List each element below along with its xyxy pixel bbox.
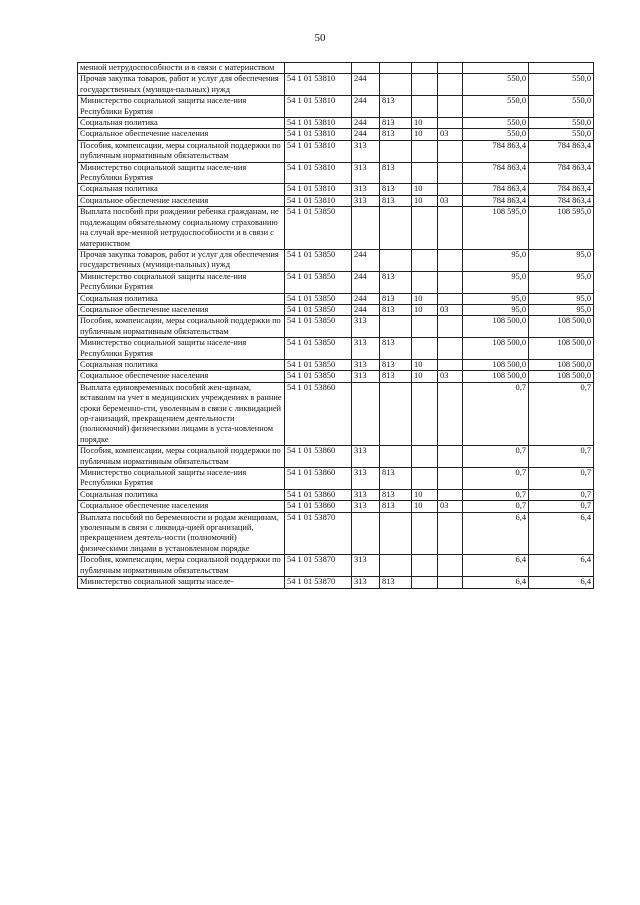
expense-type-code-cell: 313 (352, 501, 380, 512)
table-row (78, 140, 594, 162)
subsection-code-cell (438, 293, 463, 304)
target-article-code-cell: 54 1 01 53850 (285, 271, 352, 293)
page-number: 50 (314, 32, 326, 44)
budget-table (77, 62, 594, 589)
amount-year1-cell: 95,0 (463, 304, 529, 315)
ministry-code-cell: 813 (380, 371, 412, 382)
target-article-code-cell: 54 1 01 53850 (285, 359, 352, 370)
amount-year1-cell: 108 595,0 (463, 207, 529, 250)
amount-year1-cell: 95,0 (463, 271, 529, 293)
amount-year2-cell: 6,4 (529, 512, 594, 555)
table-row (78, 359, 594, 370)
expense-type-code-cell: 313 (352, 140, 380, 162)
target-article-code-cell: 54 1 01 53810 (285, 195, 352, 206)
section-code-cell (412, 577, 438, 588)
ministry-code-cell (380, 63, 412, 74)
row-name-cell: Министерство социальной защиты населе-ния Республики Бурятия (78, 162, 285, 184)
section-code-cell (412, 316, 438, 338)
section-code-cell (412, 140, 438, 162)
amount-year1-cell: 0,7 (463, 468, 529, 490)
amount-year2-cell: 108 595,0 (529, 207, 594, 250)
amount-year2-cell: 550,0 (529, 74, 594, 96)
row-name-cell: Прочая закупка товаров, работ и услуг для обеспечения государственных (муници-пальных) нужд (78, 74, 285, 96)
target-article-code-cell: 54 1 01 53870 (285, 512, 352, 555)
table-row (78, 371, 594, 382)
expense-type-code-cell: 313 (352, 489, 380, 500)
table-row (78, 577, 594, 588)
section-code-cell (412, 512, 438, 555)
target-article-code-cell: 54 1 01 53850 (285, 316, 352, 338)
target-article-code-cell: 54 1 01 53810 (285, 74, 352, 96)
amount-year2-cell: 6,4 (529, 577, 594, 588)
amount-year2-cell: 0,7 (529, 382, 594, 445)
amount-year2-cell: 0,7 (529, 446, 594, 468)
row-name-cell: Социальное обеспечение населения (78, 501, 285, 512)
subsection-code-cell (438, 74, 463, 96)
section-code-cell (412, 96, 438, 118)
amount-year1-cell: 784 863,4 (463, 140, 529, 162)
section-code-cell: 10 (412, 118, 438, 129)
amount-year1-cell: 784 863,4 (463, 195, 529, 206)
row-name-cell: Министерство социальной защиты населе-ния Республики Бурятия (78, 96, 285, 118)
section-code-cell (412, 555, 438, 577)
amount-year1-cell: 784 863,4 (463, 162, 529, 184)
table-row (78, 304, 594, 315)
target-article-code-cell: 54 1 01 53850 (285, 293, 352, 304)
table-row (78, 316, 594, 338)
amount-year1-cell: 0,7 (463, 501, 529, 512)
table-row (78, 74, 594, 96)
row-name-cell: Социальное обеспечение населения (78, 129, 285, 140)
table-row (78, 293, 594, 304)
ministry-code-cell (380, 74, 412, 96)
row-name-cell: Социальная политика (78, 293, 285, 304)
subsection-code-cell: 03 (438, 304, 463, 315)
table-row (78, 446, 594, 468)
expense-type-code-cell (352, 382, 380, 445)
subsection-code-cell: 03 (438, 371, 463, 382)
section-code-cell: 10 (412, 304, 438, 315)
ministry-code-cell (380, 555, 412, 577)
amount-year1-cell: 108 500,0 (463, 338, 529, 360)
target-article-code-cell: 54 1 01 53860 (285, 468, 352, 490)
expense-type-code-cell: 313 (352, 371, 380, 382)
row-name-cell: Министерство социальной защиты населе- (78, 577, 285, 588)
section-code-cell: 10 (412, 489, 438, 500)
ministry-code-cell: 813 (380, 501, 412, 512)
table-row (78, 162, 594, 184)
amount-year1-cell: 95,0 (463, 293, 529, 304)
amount-year2-cell: 6,4 (529, 555, 594, 577)
subsection-code-cell (438, 512, 463, 555)
subsection-code-cell (438, 577, 463, 588)
table-row (78, 512, 594, 555)
amount-year2-cell: 95,0 (529, 271, 594, 293)
section-code-cell: 10 (412, 293, 438, 304)
amount-year1-cell: 550,0 (463, 129, 529, 140)
table-row (78, 489, 594, 500)
target-article-code-cell (285, 63, 352, 74)
target-article-code-cell: 54 1 01 53810 (285, 129, 352, 140)
row-name-cell: менной нетрудоспособности и в связи с материнством (78, 63, 285, 74)
ministry-code-cell (380, 446, 412, 468)
amount-year1-cell: 0,7 (463, 446, 529, 468)
table-row (78, 63, 594, 74)
expense-type-code-cell: 244 (352, 129, 380, 140)
amount-year2-cell: 108 500,0 (529, 371, 594, 382)
section-code-cell: 10 (412, 359, 438, 370)
table-row (78, 195, 594, 206)
target-article-code-cell: 54 1 01 53850 (285, 371, 352, 382)
amount-year1-cell: 108 500,0 (463, 359, 529, 370)
row-name-cell: Социальная политика (78, 184, 285, 195)
amount-year2-cell (529, 63, 594, 74)
expense-type-code-cell: 313 (352, 162, 380, 184)
target-article-code-cell: 54 1 01 53810 (285, 118, 352, 129)
subsection-code-cell (438, 118, 463, 129)
subsection-code-cell (438, 555, 463, 577)
row-name-cell: Прочая закупка товаров, работ и услуг для обеспечения государственных (муници-пальных) нужд (78, 249, 285, 271)
expense-type-code-cell: 313 (352, 577, 380, 588)
amount-year1-cell: 0,7 (463, 489, 529, 500)
amount-year2-cell: 0,7 (529, 468, 594, 490)
subsection-code-cell (438, 489, 463, 500)
subsection-code-cell (438, 382, 463, 445)
amount-year2-cell: 0,7 (529, 489, 594, 500)
expense-type-code-cell: 244 (352, 118, 380, 129)
expense-type-code-cell (352, 207, 380, 250)
expense-type-code-cell: 313 (352, 195, 380, 206)
target-article-code-cell: 54 1 01 53850 (285, 249, 352, 271)
expense-type-code-cell: 244 (352, 304, 380, 315)
section-code-cell (412, 207, 438, 250)
row-name-cell: Социальное обеспечение населения (78, 195, 285, 206)
subsection-code-cell (438, 63, 463, 74)
section-code-cell (412, 74, 438, 96)
row-name-cell: Выплата пособий при рождении ребенка гражданам, не подлежащим обязательному социальному страхованию на случай вре-менной нетрудоспособности и в связи с материнством (78, 207, 285, 250)
subsection-code-cell (438, 184, 463, 195)
subsection-code-cell: 03 (438, 129, 463, 140)
table-row (78, 555, 594, 577)
ministry-code-cell (380, 316, 412, 338)
ministry-code-cell (380, 249, 412, 271)
table-row (78, 271, 594, 293)
expense-type-code-cell: 244 (352, 96, 380, 118)
subsection-code-cell (438, 338, 463, 360)
amount-year2-cell: 108 500,0 (529, 338, 594, 360)
ministry-code-cell: 813 (380, 184, 412, 195)
amount-year2-cell: 95,0 (529, 293, 594, 304)
row-name-cell: Пособия, компенсации, меры социальной поддержки по публичным нормативным обязательствам (78, 316, 285, 338)
ministry-code-cell: 813 (380, 577, 412, 588)
amount-year2-cell: 550,0 (529, 96, 594, 118)
amount-year1-cell (463, 63, 529, 74)
ministry-code-cell: 813 (380, 271, 412, 293)
amount-year1-cell: 6,4 (463, 577, 529, 588)
subsection-code-cell (438, 249, 463, 271)
subsection-code-cell: 03 (438, 195, 463, 206)
ministry-code-cell: 813 (380, 468, 412, 490)
expense-type-code-cell: 313 (352, 468, 380, 490)
ministry-code-cell: 813 (380, 359, 412, 370)
row-name-cell: Пособия, компенсации, меры социальной поддержки по публичным нормативным обязательствам (78, 446, 285, 468)
target-article-code-cell: 54 1 01 53850 (285, 207, 352, 250)
row-name-cell: Министерство социальной защиты населе-ния Республики Бурятия (78, 338, 285, 360)
row-name-cell: Пособия, компенсации, меры социальной поддержки по публичным нормативным обязательствам (78, 140, 285, 162)
expense-type-code-cell: 313 (352, 555, 380, 577)
ministry-code-cell (380, 512, 412, 555)
row-name-cell: Выплата пособий по беременности и родам женщинам, уволенным в связи с ликвида-цией организаций, прекращением деятель-ности (полномочий) физическими лицами в установленном порядке (78, 512, 285, 555)
expense-type-code-cell: 244 (352, 271, 380, 293)
amount-year1-cell: 95,0 (463, 249, 529, 271)
ministry-code-cell: 813 (380, 304, 412, 315)
table-row (78, 249, 594, 271)
section-code-cell: 10 (412, 195, 438, 206)
subsection-code-cell (438, 359, 463, 370)
amount-year1-cell: 784 863,4 (463, 184, 529, 195)
amount-year1-cell: 108 500,0 (463, 371, 529, 382)
expense-type-code-cell: 244 (352, 74, 380, 96)
subsection-code-cell (438, 140, 463, 162)
table-row (78, 468, 594, 490)
expense-type-code-cell (352, 63, 380, 74)
target-article-code-cell: 54 1 01 53810 (285, 140, 352, 162)
target-article-code-cell: 54 1 01 53810 (285, 96, 352, 118)
target-article-code-cell: 54 1 01 53850 (285, 338, 352, 360)
section-code-cell (412, 468, 438, 490)
amount-year2-cell: 784 863,4 (529, 140, 594, 162)
expense-type-code-cell: 313 (352, 359, 380, 370)
ministry-code-cell: 813 (380, 96, 412, 118)
section-code-cell (412, 446, 438, 468)
amount-year1-cell: 550,0 (463, 74, 529, 96)
amount-year1-cell: 0,7 (463, 382, 529, 445)
amount-year1-cell: 108 500,0 (463, 316, 529, 338)
ministry-code-cell: 813 (380, 195, 412, 206)
row-name-cell: Социальная политика (78, 118, 285, 129)
subsection-code-cell (438, 271, 463, 293)
amount-year1-cell: 550,0 (463, 118, 529, 129)
amount-year2-cell: 95,0 (529, 249, 594, 271)
ministry-code-cell: 813 (380, 489, 412, 500)
table-row (78, 501, 594, 512)
expense-type-code-cell: 244 (352, 293, 380, 304)
row-name-cell: Социальное обеспечение населения (78, 304, 285, 315)
expense-type-code-cell: 313 (352, 338, 380, 360)
subsection-code-cell: 03 (438, 501, 463, 512)
amount-year1-cell: 6,4 (463, 512, 529, 555)
target-article-code-cell: 54 1 01 53870 (285, 555, 352, 577)
ministry-code-cell (380, 207, 412, 250)
section-code-cell: 10 (412, 371, 438, 382)
table-row (78, 129, 594, 140)
target-article-code-cell: 54 1 01 53860 (285, 382, 352, 445)
target-article-code-cell: 54 1 01 53810 (285, 184, 352, 195)
subsection-code-cell (438, 446, 463, 468)
subsection-code-cell (438, 96, 463, 118)
expense-type-code-cell: 313 (352, 446, 380, 468)
table-row (78, 382, 594, 445)
ministry-code-cell: 813 (380, 129, 412, 140)
amount-year2-cell: 108 500,0 (529, 359, 594, 370)
target-article-code-cell: 54 1 01 53860 (285, 446, 352, 468)
target-article-code-cell: 54 1 01 53870 (285, 577, 352, 588)
row-name-cell: Пособия, компенсации, меры социальной поддержки по публичным нормативным обязательствам (78, 555, 285, 577)
amount-year1-cell: 550,0 (463, 96, 529, 118)
row-name-cell: Социальное обеспечение населения (78, 371, 285, 382)
table-row (78, 184, 594, 195)
target-article-code-cell: 54 1 01 53860 (285, 489, 352, 500)
target-article-code-cell: 54 1 01 53850 (285, 304, 352, 315)
ministry-code-cell (380, 140, 412, 162)
row-name-cell: Министерство социальной защиты населе-ния Республики Бурятия (78, 271, 285, 293)
row-name-cell: Социальная политика (78, 359, 285, 370)
amount-year2-cell: 0,7 (529, 501, 594, 512)
subsection-code-cell (438, 468, 463, 490)
ministry-code-cell: 813 (380, 338, 412, 360)
expense-type-code-cell (352, 512, 380, 555)
row-name-cell: Социальная политика (78, 489, 285, 500)
table-row (78, 96, 594, 118)
table-row (78, 338, 594, 360)
ministry-code-cell: 813 (380, 118, 412, 129)
amount-year2-cell: 784 863,4 (529, 184, 594, 195)
amount-year1-cell: 6,4 (463, 555, 529, 577)
section-code-cell (412, 162, 438, 184)
budget-table-body (78, 63, 594, 589)
section-code-cell: 10 (412, 501, 438, 512)
ministry-code-cell: 813 (380, 162, 412, 184)
amount-year2-cell: 108 500,0 (529, 316, 594, 338)
subsection-code-cell (438, 316, 463, 338)
row-name-cell: Министерство социальной защиты населе-ния Республики Бурятия (78, 468, 285, 490)
section-code-cell: 10 (412, 184, 438, 195)
subsection-code-cell (438, 207, 463, 250)
section-code-cell (412, 382, 438, 445)
section-code-cell (412, 271, 438, 293)
section-code-cell (412, 63, 438, 74)
expense-type-code-cell: 313 (352, 316, 380, 338)
subsection-code-cell (438, 162, 463, 184)
amount-year2-cell: 550,0 (529, 129, 594, 140)
amount-year2-cell: 95,0 (529, 304, 594, 315)
ministry-code-cell: 813 (380, 293, 412, 304)
amount-year2-cell: 550,0 (529, 118, 594, 129)
row-name-cell: Выплата единовременных пособий жен-щинам, вставшим на учет в медицинских учреждениях в ранние сроки беременно-сти, уволенным в связи с ликвидацией ор-ганизаций, прекращением деятельности (полномочий) физическими лицами в уста-новленном порядке (78, 382, 285, 445)
table-row (78, 207, 594, 250)
expense-type-code-cell: 244 (352, 249, 380, 271)
section-code-cell (412, 338, 438, 360)
table-row (78, 118, 594, 129)
expense-type-code-cell: 313 (352, 184, 380, 195)
section-code-cell (412, 249, 438, 271)
section-code-cell: 10 (412, 129, 438, 140)
ministry-code-cell (380, 382, 412, 445)
amount-year2-cell: 784 863,4 (529, 195, 594, 206)
target-article-code-cell: 54 1 01 53860 (285, 501, 352, 512)
amount-year2-cell: 784 863,4 (529, 162, 594, 184)
target-article-code-cell: 54 1 01 53810 (285, 162, 352, 184)
